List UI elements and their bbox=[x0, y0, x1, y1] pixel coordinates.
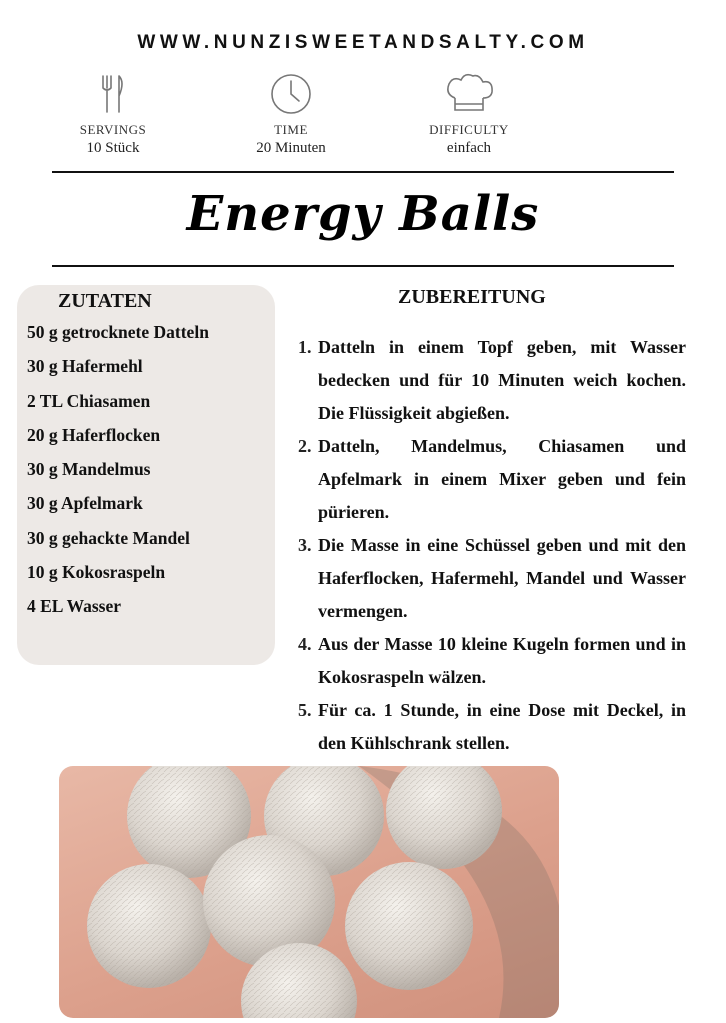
step-item bbox=[298, 430, 686, 529]
difficulty-label: DIFFICULTY bbox=[429, 122, 509, 137]
divider-bottom bbox=[52, 265, 674, 267]
step-text: Die Masse in eine Schüssel geben und mit den Haferflocken, Hafermehl, Mandel und Wasser vermengen. bbox=[318, 535, 686, 621]
step-item bbox=[298, 628, 686, 694]
recipe-title: Energy Balls bbox=[186, 186, 540, 242]
ingredient-item: 30 g Apfelmark bbox=[27, 493, 143, 514]
step-number: 5. bbox=[298, 700, 312, 720]
ingredient-item: 4 EL Wasser bbox=[27, 596, 122, 617]
step-item bbox=[298, 529, 686, 628]
ingredient-item: 30 g Hafermehl bbox=[27, 356, 143, 377]
preparation-heading: ZUBEREITUNG bbox=[398, 286, 546, 308]
ingredient-item: 10 g Kokosraspeln bbox=[27, 562, 166, 583]
preparation-steps bbox=[298, 331, 686, 760]
step-number: 4. bbox=[298, 634, 312, 654]
site-url: WWW.NUNZISWEETANDSALTY.COM bbox=[137, 32, 589, 53]
ingredient-item: 20 g Haferflocken bbox=[27, 424, 161, 445]
step-text: Für ca. 1 Stunde, in eine Dose mit Deckel, in den Kühlschrank stellen. bbox=[318, 700, 686, 753]
divider-top bbox=[52, 171, 674, 173]
ingredient-item: 2 TL Chiasamen bbox=[27, 390, 151, 411]
clock-icon bbox=[216, 70, 366, 118]
difficulty-info bbox=[394, 70, 544, 157]
energy-balls-photo bbox=[59, 766, 559, 1018]
step-number: 2. bbox=[298, 436, 312, 456]
servings-label: SERVINGS bbox=[79, 122, 147, 137]
ingredient-item: 30 g Mandelmus bbox=[27, 459, 151, 480]
ingredients-list bbox=[27, 322, 209, 631]
difficulty-value: einfach bbox=[446, 140, 492, 156]
step-text: Datteln in einem Topf geben, mit Wasser bedecken und für 10 Minuten weich kochen. Die Flüssigkeit abgießen. bbox=[318, 337, 686, 423]
step-item bbox=[298, 331, 686, 430]
time-info bbox=[216, 70, 366, 157]
step-text: Aus der Masse 10 kleine Kugeln formen und in Kokosraspeln wälzen. bbox=[318, 634, 686, 687]
time-value: 20 Minuten bbox=[256, 140, 326, 156]
step-text: Datteln, Mandelmus, Chiasamen und Apfelmark in einem Mixer geben und fein pürieren. bbox=[318, 436, 686, 522]
photo-illustration bbox=[59, 766, 559, 1018]
fork-knife-icon bbox=[38, 70, 188, 118]
chef-hat-icon bbox=[394, 70, 544, 118]
step-item bbox=[298, 694, 686, 760]
ingredients-heading: ZUTATEN bbox=[58, 290, 152, 312]
ingredient-item: 30 g gehackte Mandel bbox=[27, 527, 190, 548]
servings-info bbox=[38, 70, 188, 157]
time-label: TIME bbox=[274, 122, 308, 137]
step-number: 1. bbox=[298, 337, 312, 357]
step-number: 3. bbox=[298, 535, 312, 555]
servings-value: 10 Stück bbox=[86, 140, 140, 156]
ingredient-item: 50 g getrocknete Datteln bbox=[27, 322, 209, 342]
